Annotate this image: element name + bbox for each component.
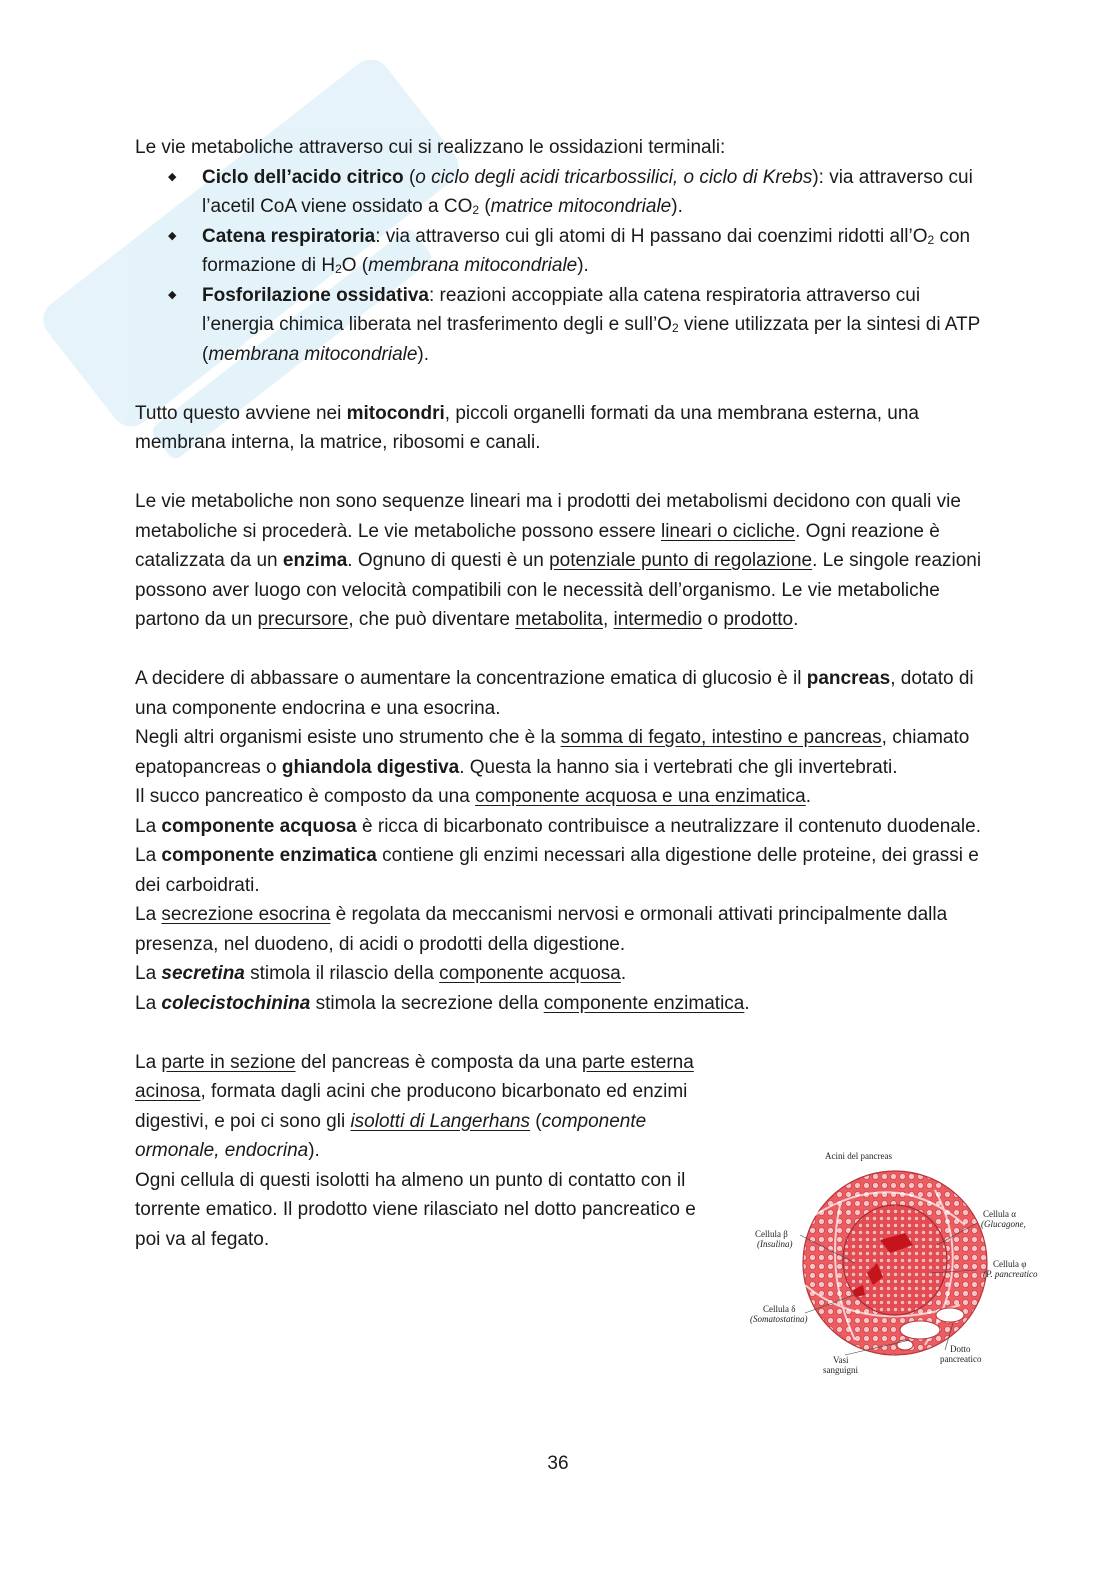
- label-duct: Dotto: [950, 1344, 971, 1354]
- bullet-icon: ◆: [168, 229, 177, 242]
- pancreas-line-1: A decidere di abbassare o aumentare la concentrazione ematica di glucosio è il pancreas, dotato di una componente endocrina e una esocrina.: [135, 668, 974, 719]
- section-paragraph: La parte in sezione del pancreas è composta da una parte esterna acinosa, formata dagli acini che producono bicarbonato ed enzimi digestivi, e poi ci sono gli isolotti di Langerhans (componente ormonale, endocrina).: [135, 1051, 694, 1161]
- pancreas-line-2: Negli altri organismi esiste uno strumento che è la somma di fegato, intestino e pancreas, chiamato epatopancreas o ghiandola digestiva. Questa la hanno sia i vertebrati che gli invertebrati.: [135, 727, 970, 778]
- svg-text:pancreatico: pancreatico: [940, 1354, 982, 1364]
- pancreas-line-5: La componente enzimatica contiene gli enzimi necessari alla digestione delle proteine, dei grassi e dei carboidrati.: [135, 845, 979, 896]
- list-item: ◆ Fosforilazione ossidativa: reazioni accoppiate alla catena respiratoria attraverso cui l’energia chimica liberata nel trasferimento degli e $sull’O_2$ viene utilizzata per la sintesi di ATP (membrana mitocondriale).: [202, 281, 985, 370]
- svg-text:(P. pancreatico: (P. pancreatico: [983, 1269, 1038, 1279]
- page-content: [135, 133, 985, 1254]
- svg-text:(Somatostatina): (Somatostatina): [750, 1314, 808, 1324]
- label-alpha-cell: Cellula α: [983, 1209, 1016, 1219]
- section-paragraph-2: Ogni cellula di questi isolotti ha almeno un punto di contatto con il torrente ematico. Il prodotto viene rilasciato nel dotto pancreatico e poi va al fegato.: [135, 1169, 696, 1250]
- label-beta-cell: Cellula β: [755, 1229, 788, 1239]
- figure-title: Acini del pancreas: [825, 1151, 892, 1161]
- bullet-icon: ◆: [168, 170, 177, 183]
- oxidation-list: [135, 163, 985, 370]
- pathways-paragraph: Le vie metaboliche non sono sequenze lineari ma i prodotti dei metabolismi decidono con quali vie metaboliche si procederà. Le vie metaboliche possono essere lineari o cicliche. Ogni reazione è catalizzata da un enzima. Ognuno di questi è un potenziale punto di regolazione. Le singole reazioni possono aver luogo con velocità compatibili con le necessità dell’organismo. Le vie metaboliche partono da un precursore, che può diventare metabolita, intermedio o prodotto.: [135, 491, 982, 630]
- pancreas-line-6: La secrezione esocrina è regolata da meccanismi nervosi e ormonali attivati principalmente dalla presenza, nel duodeno, di acidi o prodotti della digestione.: [135, 904, 948, 955]
- pancreas-line-3: Il succo pancreatico è composto da una componente acquosa e una enzimatica.: [135, 786, 811, 807]
- label-pp-cell: Cellula φ: [993, 1259, 1027, 1269]
- pancreas-line-4: La componente acquosa è ricca di bicarbonato contribuisce a neutralizzare il contenuto duodenale.: [135, 815, 981, 837]
- label-delta-cell: Cellula δ: [763, 1304, 796, 1314]
- pancreas-line-7: La secretina stimola il rilascio della componente acquosa.: [135, 963, 627, 984]
- mitochondria-paragraph: Tutto questo avviene nei mitocondri, piccoli organelli formati da una membrana esterna, una membrana interna, la matrice, ribosomi e canali.: [135, 402, 919, 453]
- page-number: 36: [547, 1453, 569, 1474]
- svg-text:sanguigni: sanguigni: [823, 1365, 858, 1375]
- list-item: ◆ Ciclo dell’acido citrico (o ciclo degli acidi tricarbossilici, o ciclo di Krebs): via attraverso cui l’acetil CoA viene ossidato a $CO_2$ (matrice mitocondriale).: [202, 163, 985, 222]
- intro-text: Le vie metaboliche attraverso cui si realizzano le ossidazioni terminali:: [135, 137, 726, 158]
- list-item: ◆ Catena respiratoria: via attraverso cui gli atomi di H passano dai coenzimi ridotti $all’O_2$ con formazione di $H_2O$ (membrana mitocondriale).: [202, 222, 985, 281]
- svg-text:(Glucagone,: (Glucagone,: [981, 1219, 1026, 1229]
- svg-text:(Insulina): (Insulina): [757, 1239, 793, 1249]
- pancreas-acini-figure: [745, 1145, 1050, 1380]
- pancreas-line-8: La colecistochinina stimola la secrezione della componente enzimatica.: [135, 992, 750, 1014]
- bullet-icon: ◆: [168, 288, 177, 301]
- label-blood-vessels: Vasi: [833, 1355, 849, 1365]
